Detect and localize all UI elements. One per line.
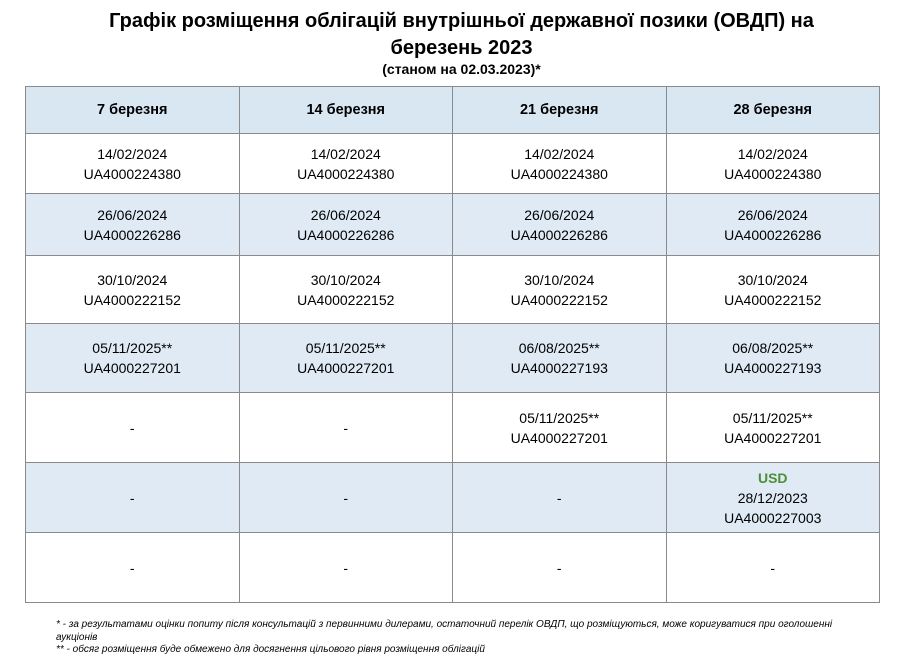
maturity-date: 30/10/2024 [737, 271, 808, 288]
isin-code: UA4000227201 [510, 429, 608, 446]
currency-label-usd: USD [757, 469, 788, 486]
table-cell [26, 194, 240, 256]
isin-code: UA4000227193 [724, 360, 822, 376]
table-cell [26, 324, 240, 393]
table-cell [666, 256, 880, 324]
maturity-date: 30/10/2024 [524, 271, 595, 288]
column-header-mar-14: 14 березня [239, 87, 453, 134]
maturity-date: 14/02/2024 [310, 145, 381, 162]
table-cell [239, 256, 453, 324]
isin-code: UA4000226286 [510, 226, 608, 243]
column-header-mar-21: 21 березня [453, 87, 667, 134]
maturity-date: 26/06/2024 [524, 206, 595, 223]
maturity-date: 28/12/2023 [737, 489, 808, 506]
table-cell-empty: - [239, 393, 453, 463]
maturity-date: 14/02/2024 [97, 145, 168, 162]
isin-code: UA4000224380 [297, 165, 395, 182]
page-title [0, 8, 923, 62]
table-row [26, 134, 880, 194]
table-cell [453, 324, 667, 393]
placement-schedule-table [25, 86, 880, 603]
isin-code: UA4000227201 [83, 360, 181, 376]
page-subtitle: (станом на 02.03.2023)* [382, 61, 541, 77]
maturity-date: 05/11/2025** [92, 340, 173, 356]
isin-code: UA4000222152 [724, 291, 822, 308]
isin-code: UA4000226286 [83, 226, 181, 243]
isin-code: UA4000227193 [510, 360, 608, 376]
column-header-mar-7: 7 березня [26, 87, 240, 134]
table-cell-empty: - [26, 393, 240, 463]
isin-code: UA4000227201 [724, 429, 822, 446]
table-cell [26, 256, 240, 324]
isin-code: UA4000227201 [297, 360, 395, 376]
page-title-line-1: Графік розміщення облігацій внутрішньої державної позики (ОВДП) на [109, 10, 814, 32]
table-cell [666, 324, 880, 393]
maturity-date: 05/11/2025** [732, 409, 813, 426]
isin-code: UA4000222152 [297, 291, 395, 308]
maturity-date: 30/10/2024 [97, 271, 168, 288]
maturity-date: 06/08/2025** [518, 340, 600, 356]
table-cell-empty: - [666, 533, 880, 603]
isin-code: UA4000226286 [297, 226, 395, 243]
maturity-date: 30/10/2024 [310, 271, 381, 288]
table-cell [239, 324, 453, 393]
maturity-date: 26/06/2024 [737, 206, 808, 223]
table-cell [453, 393, 667, 463]
isin-code: UA4000222152 [510, 291, 608, 308]
table-cell [26, 134, 240, 194]
isin-code: UA4000226286 [724, 226, 822, 243]
maturity-date: 26/06/2024 [97, 206, 168, 223]
column-header-mar-28: 28 березня [666, 87, 880, 134]
table-cell [666, 463, 880, 533]
table-header-row [26, 87, 880, 134]
table-row [26, 324, 880, 393]
footnote-double-asterisk: ** - обсяг розміщення буде обмежено для досягнення цільового рівня розміщення облігацій [56, 644, 485, 655]
footnote-single-asterisk: * - за результатами оцінки попиту після консультацій з первинними дилерами, остаточний перелік ОВДП, що розміщуються, може коригуватися при оголошенні аукціонів [56, 619, 833, 643]
table-row [26, 194, 880, 256]
footnotes [56, 619, 876, 657]
isin-code: UA4000227003 [724, 509, 822, 526]
table-row [26, 393, 880, 463]
maturity-date: 05/11/2025** [305, 340, 386, 356]
table-row [26, 463, 880, 533]
table-cell [239, 134, 453, 194]
table-cell [453, 134, 667, 194]
maturity-date: 06/08/2025** [732, 340, 814, 356]
isin-code: UA4000224380 [83, 165, 181, 182]
table-cell-empty: - [26, 463, 240, 533]
maturity-date: 05/11/2025** [519, 409, 600, 426]
maturity-date: 14/02/2024 [737, 145, 808, 162]
page-title-line-2: березень 2023 [390, 37, 533, 59]
table-cell-empty: - [453, 463, 667, 533]
table-cell [453, 256, 667, 324]
table-cell [666, 194, 880, 256]
maturity-date: 14/02/2024 [524, 145, 595, 162]
table-cell-empty: - [239, 463, 453, 533]
table-cell [666, 393, 880, 463]
table-cell [666, 134, 880, 194]
isin-code: UA4000224380 [724, 165, 822, 182]
table-cell [453, 194, 667, 256]
isin-code: UA4000222152 [83, 291, 181, 308]
table-cell [239, 194, 453, 256]
maturity-date: 26/06/2024 [310, 206, 381, 223]
table-cell-empty: - [453, 533, 667, 603]
table-cell-empty: - [239, 533, 453, 603]
table-cell-empty: - [26, 533, 240, 603]
table-row [26, 533, 880, 603]
table-row [26, 256, 880, 324]
isin-code: UA4000224380 [510, 165, 608, 182]
